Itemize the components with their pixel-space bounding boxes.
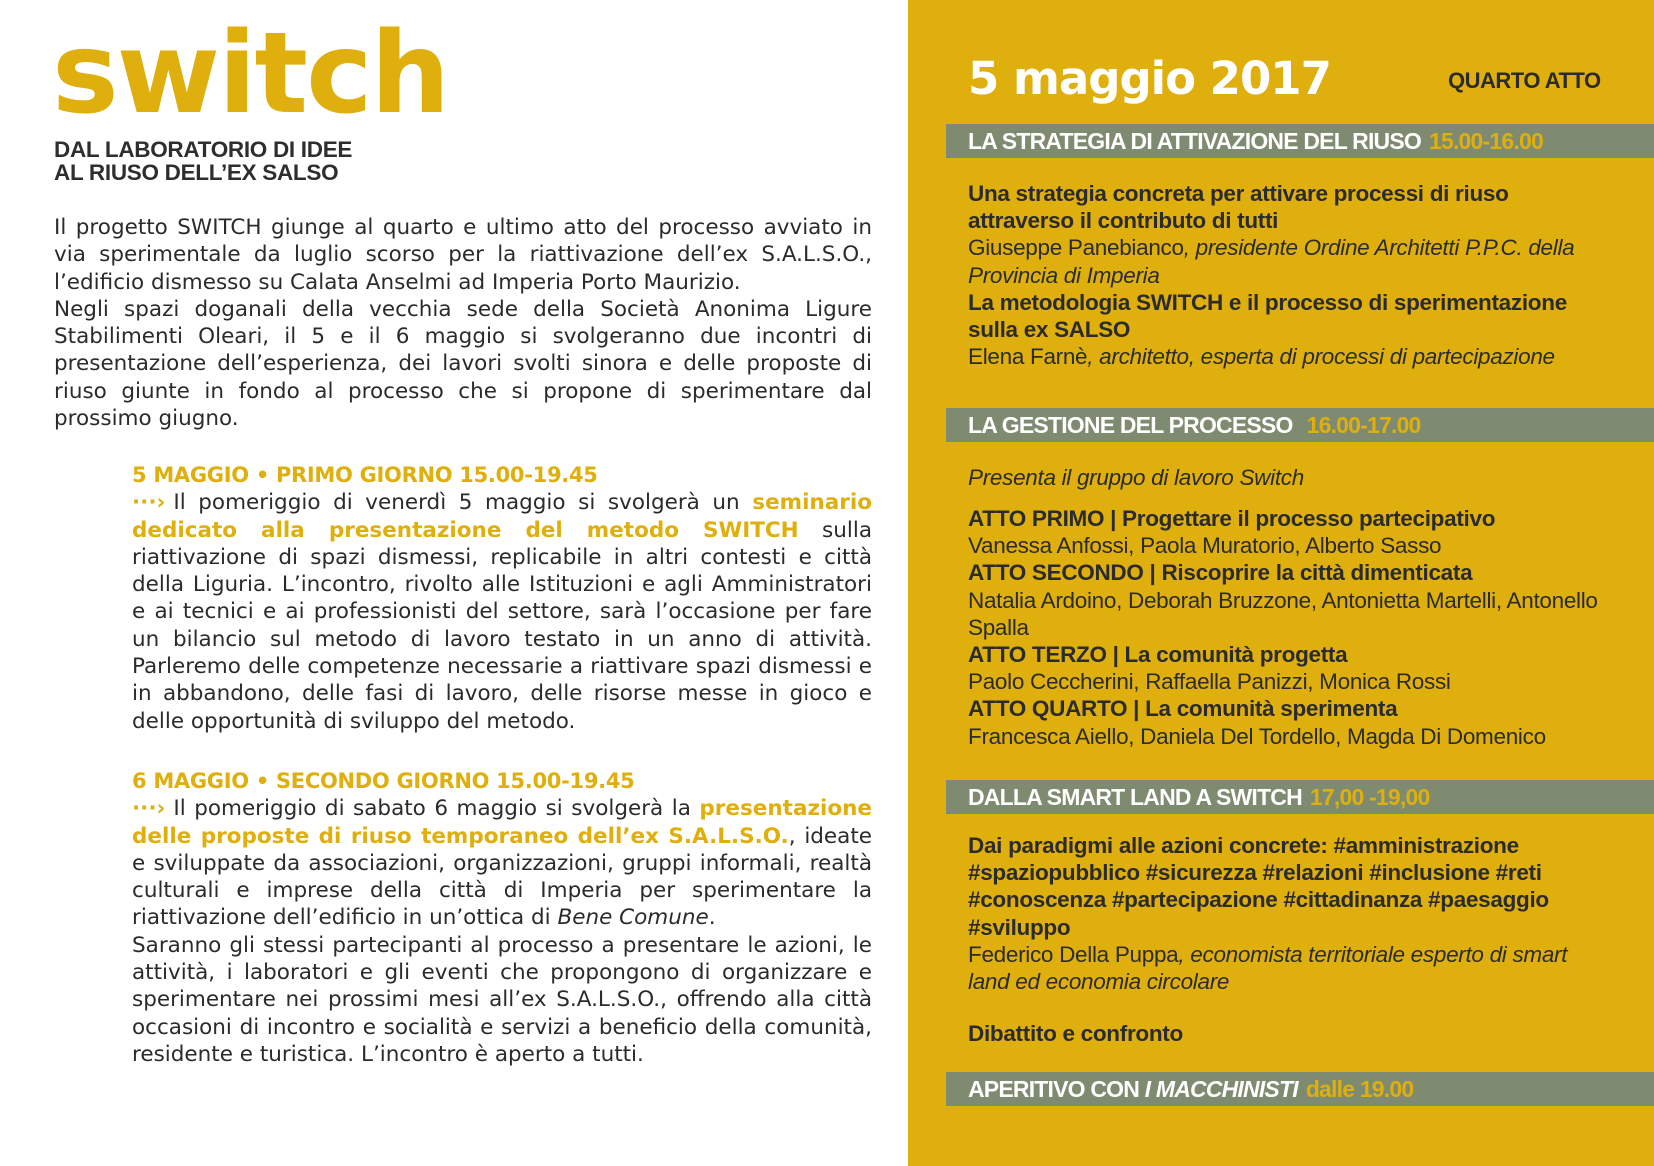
intro-paragraph-2: Negli spazi doganali della vecchia sede della Società Anonima Ligure Stabilimenti Oleari, il 5 e il 6 maggio si svolgeranno due incontri di presentazione dell’esperienza, dei lavori svolti sinora e delle proposte di riuso giunte in fondo al processo che si propone di sperimentare dal prossimo giugno. [54,296,872,432]
atto-label: QUARTO ATTO [1448,68,1601,93]
day-2-italic: Bene Comune [557,905,709,931]
atto-item-title: ATTO TERZO | La comunità progetta [968,642,1348,668]
section-2-title: LA GESTIONE DEL PROCESSO [968,412,1293,438]
day-1-heading: 5 MAGGIO • PRIMO GIORNO 15.00-19.45 [132,463,598,487]
section-3-talk-title: Dai paradigmi alle azioni concrete: #amministrazione #spaziopubblico #sicurezza #relazioni #inclusione #reti #conoscenza #partecipazione #cittadinanza #paesaggio #sviluppo [968,833,1549,940]
section-2-intro-text: Presenta il gruppo di lavoro Switch [968,465,1304,490]
section-4-band [946,1072,1654,1106]
section-3-credit [968,941,1568,995]
section-3-role: , economista territoriale esperto di smart land ed economia circolare [968,941,1568,995]
section-1-title: LA STRATEGIA DI ATTIVAZIONE DEL RIUSO [968,128,1421,154]
debate-label: Dibattito e confronto [968,1021,1183,1046]
section-1-time: 15.00-16.00 [1428,128,1543,154]
switch-logo: switch [52,9,449,139]
day-1-text-b: sulla riattivazione di spazi dismessi, replicabile in altri contesti e città della Liguria. L’incontro, rivolto alle Istituzioni e agli Amministratori e ai tecnici e ai professionisti del settore, sarà l’occasione per fare un bilancio sul metodo di lavoro testato in un anno di attività. Parleremo delle competenze necessarie a riattivare spazi dismessi e in abbandono, delle fasi di lavoro, delle risorse messe in gioco e delle opportunità di sviluppo del metodo. [132,517,872,734]
atto-item-people: Natalia Ardoino, Deborah Bruzzone, Antonietta Martelli, Antonello Spalla [968,587,1598,640]
section-3-band [946,780,1654,814]
event-date: 5 maggio 2017 [968,52,1331,105]
day-1-block [132,462,872,735]
talk-2-speaker: Elena Farnè [968,344,1088,370]
section-4-title-italic: I MACCHINISTI [1144,1076,1298,1102]
talk-1-title: Una strategia concreta per attivare processi di riuso attraverso il contributo di tutti [968,181,1509,234]
day-1-text [132,489,872,735]
day-2-text [132,795,872,931]
intro-paragraph-1: Il progetto SWITCH giunge al quarto e ultimo atto del processo avviato in via sperimentale da luglio scorso per la riattivazione dell’ex S.A.L.S.O., l’edificio dismesso su Calata Anselmi ad Imperia Porto Maurizio. [54,215,872,295]
day-1-highlight: seminario dedicato alla presentazione del metodo SWITCH [132,490,872,543]
atto-item-people: Francesca Aiello, Daniela Del Tordello, Magda Di Domenico [968,723,1546,749]
day-2-text-b: , ideate e sviluppate da associazioni, organizzazioni, gruppi informali, realtà culturali e imprese della città di Imperia per sperimentare la riattivazione dell’edificio in un’ottica di [132,823,872,931]
atto-item-title: ATTO QUARTO | La comunità sperimenta [968,696,1398,722]
section-2-list [968,505,1618,750]
atto-item-people: Vanessa Anfossi, Paola Muratorio, Alberto Sasso [968,533,1442,559]
day-2-highlight: presentazione delle proposte di riuso temporaneo dell’ex S.A.L.S.O. [132,796,872,849]
day-2-text-a: Il pomeriggio di sabato 6 maggio si svolgerà la [173,796,691,822]
subtitle-line-1: DAL LABORATORIO DI IDEE [54,137,353,162]
section-3-speaker: Federico Della Puppa [968,941,1179,967]
talk-1-speaker: Giuseppe Panebianco [968,235,1184,261]
day-2-block [132,768,872,1068]
subtitle [54,138,352,184]
day-2-heading: 6 MAGGIO • SECONDO GIORNO 15.00-19.45 [132,769,635,793]
section-2-intro [968,464,1618,491]
section-2-band [946,408,1654,442]
atto-item-title: ATTO SECONDO | Riscoprire la città dimenticata [968,560,1473,586]
section-4-time: dalle 19.00 [1305,1076,1414,1102]
talk-2-role: , architetto, esperta di processi di partecipazione [1087,344,1555,370]
subtitle-line-2: AL RIUSO DELL’EX SALSO [54,160,339,185]
talk-2-title: La metodologia SWITCH e il processo di sperimentazione sulla ex SALSO [968,289,1567,343]
arrow-icon: ···› [132,490,166,516]
day-2-text-c: . [708,905,716,931]
intro-text [54,214,872,432]
section-1-content [968,180,1618,370]
section-1-band [946,124,1654,158]
day-2-paragraph-2: Saranno gli stessi partecipanti al processo a presentare le azioni, le attività, i laboratori e gli eventi che propongono di organizzare e sperimentare nei prossimi mesi all’ex S.A.L.S.O., offrendo alla città occasioni di incontro e socialità e servizi a beneficio della comunità, residente e turistica. L’incontro è aperto a tutti. [132,932,872,1067]
atto-item-people: Paolo Ceccherini, Raffaella Panizzi, Monica Rossi [968,669,1451,695]
atto-item-title: ATTO PRIMO | Progettare il processo partecipativo [968,506,1496,531]
talk-1-credit [968,234,1618,288]
debate-block [968,1020,1618,1047]
section-3-time: 17,00 -19,00 [1309,784,1430,810]
section-3-content [968,832,1568,995]
section-3-title: DALLA SMART LAND A SWITCH [968,784,1302,810]
day-1-text-a: Il pomeriggio di venerdì 5 maggio si svolgerà un [173,490,740,516]
talk-1-role: , presidente Ordine Architetti P.P.C. della Provincia di Imperia [968,235,1575,288]
section-2-time: 16.00-17.00 [1306,412,1421,438]
arrow-icon: ···› [132,796,166,822]
talk-2-credit [968,343,1618,370]
section-4-title: APERITIVO CON [968,1076,1140,1102]
